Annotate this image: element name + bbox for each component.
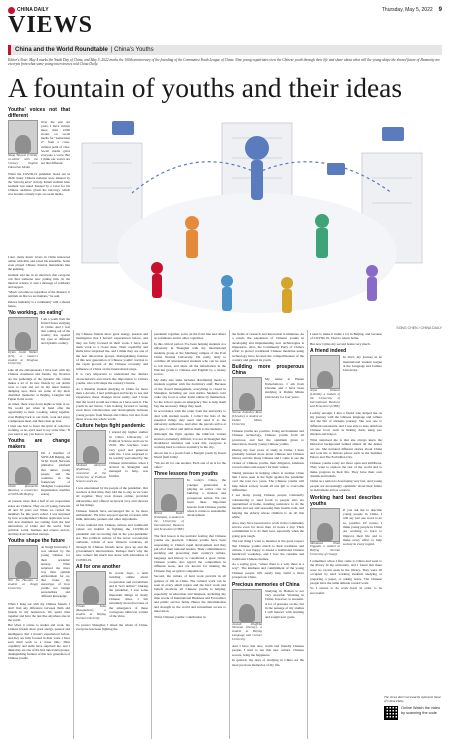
- column-1: [8, 105, 70, 197]
- paragraph: Chinese youths are positive. Using environment and Chinese technology, Chinese youths from all provinces, and feel the optimism given to innovation, mostly young Chinese youths.: [232, 429, 304, 447]
- banner-title: China and the World Roundtable: [15, 47, 108, 53]
- subhead: Building more prosperous China: [232, 364, 304, 377]
- column-3: [154, 332, 226, 742]
- photo-caption: Biresh Kader (Ethiopia), a student at the University of International Business and Economics (UIBE): [154, 511, 184, 532]
- paragraph: Giuliani told me in an interview that everyone can find someone new joining him. In the musical science, it sent a message of solidarity and support.: [8, 272, 70, 289]
- column-divider: [73, 330, 74, 739]
- banner-accent: [8, 45, 11, 55]
- editors-note: Editor's Note: May 4 marks the Youth Day of China, and May 5, 2022 marks the 100th anniversary of the founding of the Communist Youth League of China. Nine young expatriates view the Chinese youth through their life and share about what will the young shape the shared future of Humanity are excerpts from what some young interviewees told China Daily.: [8, 58, 441, 67]
- photo-caption: Mohamed Jihad Elggada, a student at Beijing Normal University of Change: [310, 540, 340, 557]
- paragraph: As a Russian student studying in China for more than a decade, I feel privileged and lucky to see and experience these changes more easily, and I hope that the world would see China as I have seen it. The youth in our future, I am looking forward to seeing even more collaboration and development between young people from Russia and China, but also from those across the whole world.: [76, 386, 148, 421]
- photo-caption: Wang Yingwei (China), co-editor with the Century English Education Media: [8, 153, 38, 169]
- paragraph: The last thing I want to mention is the great respect that Chinese youths attach to their traditions and culture. I was happy to attend a traditional Chinese handicraft workshop, and I love the customs and traditional Chinese themes.: [232, 539, 304, 561]
- illustration: [72, 103, 442, 325]
- contributor-photo: [76, 571, 106, 605]
- paragraph: my Chinese friends show great energy, passion and intelligence that I haven't experienced before, and they are fully focused in their work. I have seen them work to a closer time. Their capability and skills have surprised me, and I think they are one of the best innovation groups, distinguishing features of this new generation of Chinese youths' traction to the rapid growth of the Chinese economy and influence of China on the international stage.: [76, 332, 148, 371]
- subhead: Youths' voices not that different: [8, 107, 70, 119]
- contributor-photo: [8, 451, 38, 485]
- paragraph: Luckily enough, I met a friend who helped me on my journey with the Chinese language and culture and the life of students journey. She was one to different restaurants, and I was able to taste delicious Chinese food, such as Peking duck, kung pao chicken and hotpot.: [310, 410, 382, 437]
- paragraph: I started my higher studies in China University of Political Science and Law in 2019. The teachers were very good and generous with me. I was surprised to be warmly welcomed by the Chinese universities when I arrived in Shanghai and managed to help, was fruitful.: [109, 430, 148, 478]
- paragraph: Second, the culture of hard work prevails in all spheres of life in China. The cultural work can be seen in every small region and the hard work and beliefs motivate all Chinese youths is helping, especially in education and business, including my time words of International Business and Economics and public service fields. Hence the determination and strength in the world and investment access to innovation.: [154, 574, 226, 613]
- paragraph: Indeed, humanity is a community with a shared future.: [8, 299, 70, 308]
- contributor-photo: [8, 317, 38, 351]
- paragraph: "Music can unite us regardless of the distance; it reminds us that we are humans," he said.: [8, 290, 70, 299]
- paragraph: Over the past six years, I have written more than 2,000 stories on social media for "Generation Z" from a cross-cultural point of view. Social media gives everyone a voice. But I think our voices are not that different.: [41, 120, 70, 165]
- photo-caption: Arjan Volkova (Lebriki), a student of the University of International Business and Economics (UIBE): [310, 388, 340, 408]
- illustration-credit: SONG CHEN / CHINA DAILY: [396, 326, 442, 330]
- contributor-photo: [8, 545, 38, 579]
- paragraph: As a saying goes, "where there is a will, there is a way". The kindness and commitment of the young Chinese people will surely help build a more prosperous China.: [232, 562, 304, 580]
- paragraph: At Tongji University, I was amazed by the young Chinese for their academic anxiety. What surprised me more was their optimal environment for us, that broke my stereotype of how youths not benign personalities and different knowledge.: [41, 545, 70, 599]
- subhead: Precious memories of China: [232, 581, 300, 588]
- column-2: [76, 332, 148, 742]
- paragraph: Although the fight against the Omicron variant strain is extremely difficult, it is not in Shanghai that shouldered anxieties and work life, everyone is working hard to restore normalcy in the city.: [154, 432, 226, 450]
- section-title: VIEWS: [8, 12, 94, 38]
- contributor-photo: [154, 478, 184, 512]
- paragraph: So I started to do work hard, in order to be successful.: [310, 586, 382, 595]
- subhead: Three lessons from youths: [154, 471, 218, 478]
- paragraph: Third, Chinese youths' contribution in: [154, 614, 206, 619]
- contributor-photo: [310, 508, 340, 542]
- paragraph: Later, many music lovers in China interacted online with him, and saved his ensemble. Some even played Chinese musical instruments like the guzheng.: [8, 255, 70, 272]
- column-5: [310, 332, 382, 742]
- paragraph: In general, my days of studying in China are the most precious memories of my life.: [232, 658, 304, 667]
- paragraph: My name is Hanan Nalaobahova. I am from Ukraine and I have been studying at Dalian Minzu University for four years.: [265, 377, 304, 399]
- page-number: 9: [438, 7, 442, 13]
- photo-caption: Nili Da Hussain, a student at Tongji University: [8, 578, 38, 591]
- paragraph: Chinese friends have encouraged me to be more enthusiastic. We have enjoyed special occasion with milk, almonds, peanuts and other ingredients.: [76, 508, 148, 522]
- paragraph: Above me is a poem from a Bengali poem by Kazzi Nuruf (half Islm):: [154, 450, 226, 460]
- column-6: [388, 332, 442, 692]
- paragraph: pandemic together, solve on the front line and others as volunteers and in other capacities.: [154, 332, 226, 341]
- paragraph: Also, they have been hard to work in the community service even for more than 12 hours a day. Their commitment is to do their best, especially when the going gets tough.: [232, 520, 304, 538]
- qr-block[interactable]: [384, 706, 442, 720]
- subhead: 'No working, no eating': [8, 309, 63, 316]
- paragraph: At present, more than a half of our cooperation states are Chinese. They are all young, between 20 and 30 years old. When we carried the members for this year's cohort, I was surprised by how accomplished Chinese applicants were. Our new members are coming from the best universities of China and the world, from political, social, business and science sectors, and they have launched startups.: [8, 499, 70, 537]
- paragraph: At times, there were down nights or time at us. We would put when in hand offer the opportunity to meet. Cooking, eating together, even Beijing back to our dorm, cook and enjoy a sumptuous meal, and then clean up later.: [8, 402, 70, 423]
- paragraph: the fields of research and innovation is immense. As a result, the expansion of Chinese youths in developing and implementing new technologies is impressive. Also, the Community Party of China's effort to protect traditional Chinese medicine using technology have boosted the competitiveness of the country and gained its youth.: [232, 332, 304, 363]
- paragraph: Taking pleasure in helping others is another virtue that I have seen is the fight against the pandemic over the past two years. The Chinese youths will help defeat society would all one gift to overcome difficulties.: [232, 470, 304, 492]
- paragraph: I was entertained by the people of the pandemic. Our teachers at that time, they told me to stay as we were all together. They took classes online, provided universities and offered reciprocal love and showed us fun things.: [76, 485, 148, 508]
- subhead: Youths shape the future: [8, 538, 65, 545]
- paragraph: In 2021, my journey in an international student league at the Language and Culture University.: [343, 355, 382, 373]
- paragraph: It is very important to understand the distinct characteristics and attach due importance to China's youths, who will shape the country's future.: [76, 372, 148, 385]
- subhead: A friend indeed: [310, 348, 347, 355]
- paragraph: When I hang out with my Chinese friends, I don't find any difference between them and friends in my hometown. We spend time together and have the just like anywhere else in the world.: [8, 601, 70, 623]
- paragraph: I have realized that Chinese culture and traditional values are helpful in fighting the COVID-19 pandemic and recovering fast in the post-pandemic era. The political culture of the novel coronavirus outbreak, rollout of new Western countries, all through its Chinese friends never gave up and the government's interventions. Perhaps that's why the new comers felt much less alone with adversities of COVID-19.: [76, 522, 148, 562]
- photo-caption: Nemon Zulaobov Reno (Ukraine), a student at Dalian Minzu University: [232, 410, 262, 427]
- paragraph: I'm a member of SOYLAB Beijing, the SCIO Youth Network (initiative platform that unites young people and the countries in the framework of Shanghai Cooperation Organization member states).: [41, 451, 70, 497]
- paragraph: The first lesson is the patriotic feeling that Chinese youths are practical. Chinese youths have been responding to China's rapid development and they put all of their national leaders. Their commitment to studying and protecting their country's culture, language and history is considered a great virtue. Chinese youths also regard the competition in different areas, and are known for making the Chinese flag on global competitions.: [154, 533, 226, 573]
- paragraph: During my four years of study in China, I have gradually learned more about Chinese and Chinese history and the many Chinese and I came to see the virtues of Chinese youths, their diligence, kindness toward others and respect for their values.: [232, 447, 304, 469]
- paragraph: But now I miss my second home very much.: [310, 341, 371, 346]
- qr-code-icon[interactable]: [384, 706, 398, 720]
- paragraph: In accordance with the order from the university to deal with student needs, I collect the lists of the essential things they need and send it to the university authorities. And after the parcels arrive at the gate, I collect and deliver them to the students.: [154, 409, 226, 431]
- paragraph: In recent days, a term trending online about cooperation and recruitment and is "let's deliver". During the pandemic, I saw some important things in many Chinese cities, I felt extremely moved because of the emergence of these contagious Omicron variant of the virus.: [109, 571, 148, 619]
- contributor-photo: [310, 355, 340, 389]
- disclaimer: The views don't necessarily represent those of China Daily.: [384, 695, 441, 703]
- column-divider: [151, 330, 152, 739]
- qr-label: Online Watch the video by scanning the code: [401, 706, 441, 715]
- banner-subtitle: | China's Youths: [110, 47, 154, 53]
- subhead: Youths are change makers: [8, 438, 70, 451]
- subhead: Culture helps fight pandemic: [76, 423, 145, 430]
- contributor-photo: [8, 120, 38, 154]
- issue-date: Thursday, May 5, 2022: [381, 7, 433, 13]
- photo-caption: Dylan Justin Walker (US), a master's student at Tsinghua University: [8, 349, 38, 366]
- column-divider: [229, 330, 230, 739]
- paragraph: Studying in Hainan is not very stressful. Working in China, however, is stressful. A lot of pressure on me, but in the passage of my studies I still interact with learning and sought new goals.: [265, 588, 304, 619]
- photo-caption: Shahzad Aleriyeva (Pakistan), a researcher at the University of Political Science and Law: [76, 463, 106, 483]
- headline: A fountain of youths and their ideas: [8, 72, 403, 103]
- roundtable-banner: [8, 45, 442, 55]
- paragraph: What surprised me is that she always knew the historical background behind almost all the dishes we ate. She narrated different stories about China and took me to famous places such as the Summer Palace and The Forbidden City.: [310, 438, 382, 460]
- paragraph: I used to make it home a lot in Beijing, and because of COVID-19, I had to return home.: [310, 332, 382, 341]
- subhead: Working hard best describes youths: [310, 494, 382, 507]
- paragraph: I am a youth from the United States studying in China. And I feel that coming out of the country has opened my eyes to different and dynamic country.: [41, 316, 70, 346]
- paragraph: In today's China, the younger generation is playing an active role in building a modern and prosperous nation. We can learn three important lessons from Chinese youths when it comes to sustainable development.: [187, 478, 226, 518]
- column-1-lower: [8, 255, 70, 743]
- contributor-photo: [76, 430, 106, 464]
- paragraph: And I have met new, warm and friendly Chinese people, I start to see this new culture. Chinese secrets, bring me happiness.: [232, 644, 304, 657]
- paragraph: My daily also tasks includes distributing meals to students together with the dormitory staff. Because of the closed management, everything is closed in Shanghai, including our own dorms. Students can't order any food or other items online by themselves. So the school opens an emergency line to help them buy the necessary things they need.: [154, 377, 226, 408]
- contributor-photo: [232, 589, 262, 623]
- paragraph: I remember when I first came to China and went to the library in my university, and I found that there were no vacant seats in the library. They were all occupied by hard working students studying or preparing a paper, or taking notes. The Chinese people have the same attitude toward work.: [310, 559, 382, 585]
- paragraph: But when it comes to studies and work, my Chinese friends show great energy, passion and intelligence that I haven't experienced before, and they are fully focused in their work. I have seen them work to a closer time. Their capability and skills have surprised me, and I think they are one of the best innovation groups, distinguishing features of this new generation of Chinese youths.: [8, 623, 70, 661]
- column-divider: [307, 330, 308, 739]
- column-4: [232, 332, 304, 742]
- paragraph: I see many young Chinese people voluntarily volunteering to send foods to people who are quarantined at home, standing resistance to do the medals and test and assessing their health code, and helping the elderly whose children to do all this while.: [232, 493, 304, 520]
- china-daily-logo: CHINA DAILY: [8, 7, 49, 14]
- paragraph: To protect Shanghai, I slited the whole of China, everyone has been fighting the: [76, 622, 148, 631]
- paragraph: When the COVID-19 pandemic broke out in 2020, many Chinese netizens were amazed by the "balcony arias" in Italy. Italian violinist Aldo Giuliani was asked listened by a voice for his Chinese audience (from his balcony), which was became a timely topic on social media.: [8, 171, 70, 197]
- paragraph: If you ask me to describe young people in China, I will say just one word to do so, positive. Of course, I think young people in China are working so hard to improve their life and to make every effort to help society in every regard.: [343, 507, 382, 547]
- paragraph: In this critical period, I've been helping students at a university in Shanghai with my international students group at the Shizhang campus of the East China Normal University. I'm really daily to combine all international students who can be used to tell more, and share all the information in the WeChat group to Chinese and English by a beauty source.: [154, 341, 226, 377]
- contributor-photo: [232, 377, 262, 411]
- subhead: All for one another: [76, 564, 121, 570]
- photo-caption: Jannah Zhaffeba Shivanta (Turkey), a student at Beijing Language and Culture University: [232, 621, 262, 642]
- paragraph: "We are all for one another. Each one of us is for the other.": [154, 460, 226, 470]
- photo-caption: Okeke Ifesinachu (Russia), a researcher at SOYLAB, Beijing: [8, 484, 38, 496]
- paragraph: Like all the entrepreneurs I have had, with my Chinese classmates and friends, my favorites are the gatherings of the dynamic life. China makes a lot of its new friends by our dorms were to cook and eat. In my usual Sunday dumping spot, these are some of my most cherished memories at Beijing, Liangtan and Fujian in the world.: [8, 368, 70, 401]
- paragraph: China as a nation is developing very fast. And young people are increasingly optimistic about their future as individuals and as a nation.: [310, 479, 382, 493]
- photo-caption: Pritam Saha (Bangladesh), a student at Beijing Normal University: [76, 604, 106, 620]
- paragraph: Chinese youths today are more open and ambitious. They want to explore the rest of the world and to make progress in their life. They have their own dreams and beliefs.: [310, 460, 382, 478]
- paragraph: I tried one best to foster the spirit of collective working, as no, and I used to say at the time, "If you want to eat, you have to work.": [8, 423, 70, 437]
